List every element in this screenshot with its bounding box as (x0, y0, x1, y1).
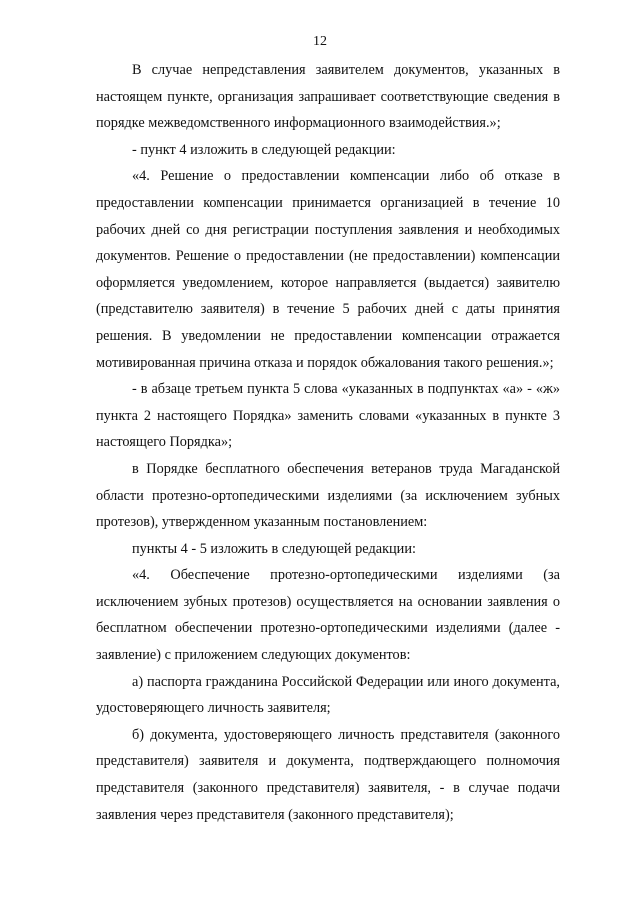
page-number: 12 (313, 34, 327, 49)
paragraph-8: а) паспорта гражданина Российской Федерации или иного документа, удостоверяющего личность заявителя; (96, 673, 560, 717)
paragraph-1: В случае непредставления заявителем документов, указанных в настоящем пункте, организация запрашивает соответствующие сведения в порядке межведомственного информационного взаимодействия.»; (96, 62, 560, 132)
paragraph-2: - пункт 4 изложить в следующей редакции: (132, 141, 396, 158)
paragraph-3: «4. Решение о предоставлении компенсации либо об отказе в предоставлении компенсации принимается организацией в течение 10 рабочих дней со дня регистрации поступления заявления и необходимых документов. Решение о предоставлении (не предоставлении) компенсации оформляется уведомлением, которое направляется (выдается) заявителю (представителю заявителя) в течение 5 рабочих дней с даты принятия решения. В уведомлении не предоставлении компенсации отражается мотивированная причина отказа и порядок обжалования такого решения.»; (96, 168, 560, 371)
paragraph-9: б) документа, удостоверяющего личность представителя (законного представителя) заявителя и документа, подтверждающего полномочия представителя (законного представителя) заявителя, - в случае подачи заявления через представителя (законного представителя); (96, 726, 560, 823)
document-body (96, 57, 560, 828)
paragraph-7: «4. Обеспечение протезно-ортопедическими изделиями (за исключением зубных протезов) осуществляется на основании заявления о бесплатном обеспечении протезно-ортопедическими изделиями (далее - заявление) с приложением следующих документов: (96, 567, 560, 664)
paragraph-4: - в абзаце третьем пункта 5 слова «указанных в подпунктах «а» - «ж» пункта 2 настоящего Порядка» заменить словами «указанных в пункте 3 настоящего Порядка»; (96, 381, 560, 451)
paragraph-5: в Порядке бесплатного обеспечения ветеранов труда Магаданской области протезно-ортопедическими изделиями (за исключением зубных протезов), утвержденном указанным постановлением: (96, 460, 560, 531)
paragraph-6: пункты 4 - 5 изложить в следующей редакции: (132, 540, 416, 557)
